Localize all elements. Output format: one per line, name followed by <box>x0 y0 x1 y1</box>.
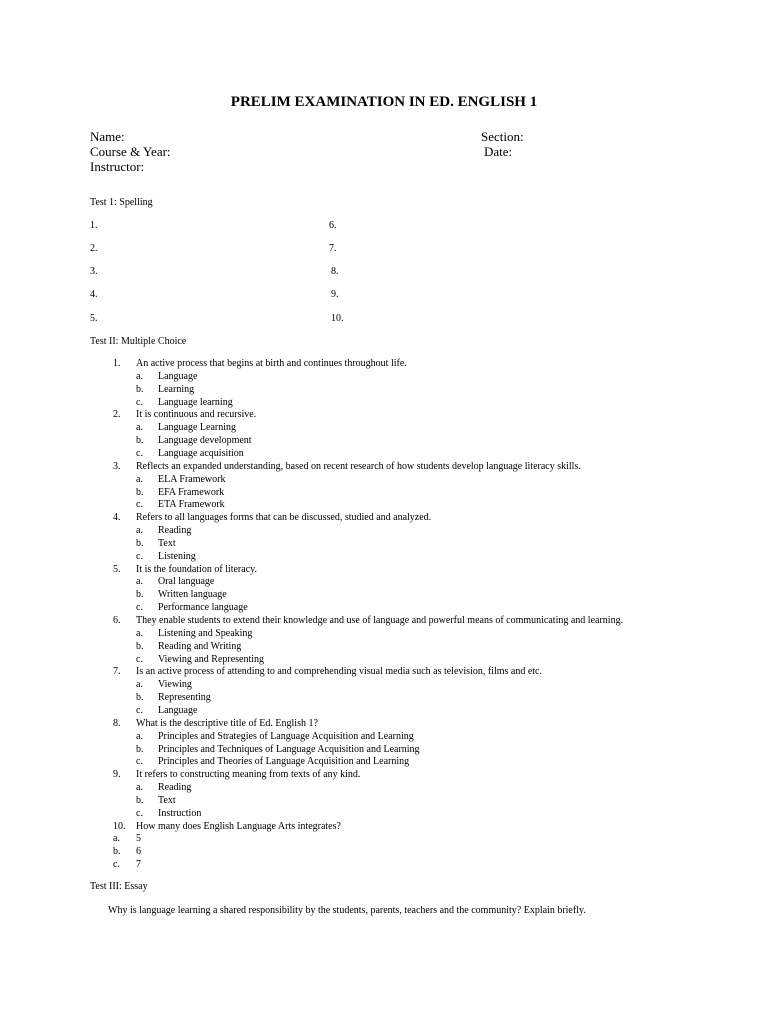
question-text: An active process that begins at birth and continues throughout life. <box>136 358 407 369</box>
spelling-item: 6. <box>329 220 337 231</box>
question-number: 3. <box>113 460 121 472</box>
choice-letter: c. <box>136 602 143 614</box>
spelling-item: 7. <box>329 243 337 254</box>
choice-letter: a. <box>136 576 143 588</box>
test2-heading: Test II: Multiple Choice <box>90 336 187 347</box>
question-number: 6. <box>113 615 121 626</box>
section-label: Section: <box>481 129 524 144</box>
choice-text: Language <box>158 370 198 382</box>
choice-text: Principles and Strategies of Language Acquisition and Learning <box>158 730 414 742</box>
question-text: It refers to constructing meaning from texts of any kind. <box>136 769 361 781</box>
choice-letter: c. <box>136 807 143 819</box>
choice-text: Reading and Writing <box>158 640 242 652</box>
choice-text: ELA Framework <box>158 473 226 485</box>
spelling-item: 9. <box>331 289 339 300</box>
course-year-label: Course & Year: <box>90 144 171 159</box>
choice-text: EFA Framework <box>158 486 225 498</box>
choice-letter: c. <box>136 447 143 459</box>
choice-letter: b. <box>136 692 144 704</box>
choice-letter: b. <box>136 383 144 395</box>
choice-text: Oral language <box>158 576 215 588</box>
page-title: PRELIM EXAMINATION IN ED. ENGLISH 1 <box>230 94 538 110</box>
choice-letter: a. <box>136 782 143 794</box>
choice-letter: b. <box>136 794 144 806</box>
choice-text: Language Learning <box>158 422 237 434</box>
choice-letter: c. <box>136 499 143 511</box>
choice-letter: c. <box>113 859 120 871</box>
choice-text: Viewing and Representing <box>158 653 265 665</box>
choice-text: Listening and Speaking <box>158 627 253 639</box>
instructor-label: Instructor: <box>90 159 145 174</box>
choice-text: Text <box>158 794 176 806</box>
choice-letter: c. <box>136 396 143 408</box>
question-number: 9. <box>113 769 121 781</box>
spelling-item: 2. <box>90 243 98 254</box>
choice-letter: b. <box>136 743 144 755</box>
question-text: They enable students to extend their knowledge and use of language and powerful means of communicating and learning. <box>136 615 624 626</box>
choice-letter: b. <box>136 589 144 601</box>
test3-heading: Test III: Essay <box>90 881 148 892</box>
choice-letter: a. <box>113 833 120 845</box>
question-number: 8. <box>113 717 121 729</box>
choice-letter: b. <box>136 640 144 652</box>
choice-letter: b. <box>136 537 144 549</box>
question-number: 2. <box>113 409 121 421</box>
test1-heading: Test 1: Spelling <box>90 197 153 208</box>
choice-text: Language <box>158 704 198 716</box>
choice-text: Language development <box>158 435 252 447</box>
question-number: 5. <box>113 563 121 575</box>
spelling-item: 1. <box>90 220 98 231</box>
question-number: 4. <box>113 512 121 524</box>
choice-letter: a. <box>136 473 143 485</box>
choice-letter: b. <box>136 435 144 447</box>
choice-text: 5 <box>136 833 141 845</box>
choice-text: Written language <box>158 589 227 601</box>
question-text: Reflects an expanded understanding, based on recent research of how students develop language literacy skills. <box>136 460 581 472</box>
spelling-item: 3. <box>90 266 98 277</box>
question-number: 7. <box>113 666 121 678</box>
choice-text: Instruction <box>158 807 202 819</box>
question-text: Refers to all languages forms that can be discussed, studied and analyzed. <box>136 512 432 524</box>
spelling-item: 10. <box>331 313 344 324</box>
choice-letter: a. <box>136 627 143 639</box>
essay-prompt: Why is language learning a shared responsibility by the students, parents, teachers and the community? Explain briefly. <box>108 905 586 916</box>
choice-letter: a. <box>136 679 143 691</box>
spelling-item: 8. <box>331 266 339 277</box>
question-text: Is an active process of attending to and comprehending visual media such as television, films and etc. <box>136 666 542 678</box>
choice-text: ETA Framework <box>158 499 225 511</box>
choice-text: 6 <box>136 846 141 858</box>
choice-text: Reading <box>158 525 192 537</box>
choice-letter: c. <box>136 704 143 716</box>
question-text: It is the foundation of literacy. <box>136 563 257 575</box>
choice-text: Text <box>158 537 176 549</box>
choice-letter: a. <box>136 730 143 742</box>
choice-text: Listening <box>158 550 196 562</box>
choice-text: Performance language <box>158 602 248 614</box>
name-label: Name: <box>90 129 125 144</box>
question-text: How many does English Language Arts integrates? <box>136 820 341 832</box>
choice-letter: c. <box>136 756 143 768</box>
choice-text: Reading <box>158 782 192 794</box>
choice-letter: c. <box>136 653 143 665</box>
question-number: 1. <box>113 358 121 369</box>
question-number: 10. <box>113 820 126 832</box>
choice-letter: a. <box>136 525 143 537</box>
choice-letter: b. <box>136 486 144 498</box>
choice-text: Principles and Techniques of Language Acquisition and Learning <box>158 743 420 755</box>
spelling-item: 4. <box>90 289 98 300</box>
question-text: What is the descriptive title of Ed. English 1? <box>136 717 318 729</box>
date-label: Date: <box>484 144 513 159</box>
choice-text: 7 <box>136 859 141 871</box>
choice-text: Learning <box>158 383 195 395</box>
choice-text: Representing <box>158 692 211 704</box>
choice-text: Viewing <box>158 679 192 691</box>
question-text: It is continuous and recursive. <box>136 409 257 421</box>
choice-letter: a. <box>136 370 143 382</box>
choice-letter: c. <box>136 550 143 562</box>
choice-letter: a. <box>136 422 143 434</box>
choice-text: Language acquisition <box>158 447 244 459</box>
choice-text: Principles and Theories of Language Acquisition and Learning <box>158 756 410 768</box>
spelling-item: 5. <box>90 313 98 324</box>
choice-letter: b. <box>113 846 121 858</box>
choice-text: Language learning <box>158 396 233 408</box>
